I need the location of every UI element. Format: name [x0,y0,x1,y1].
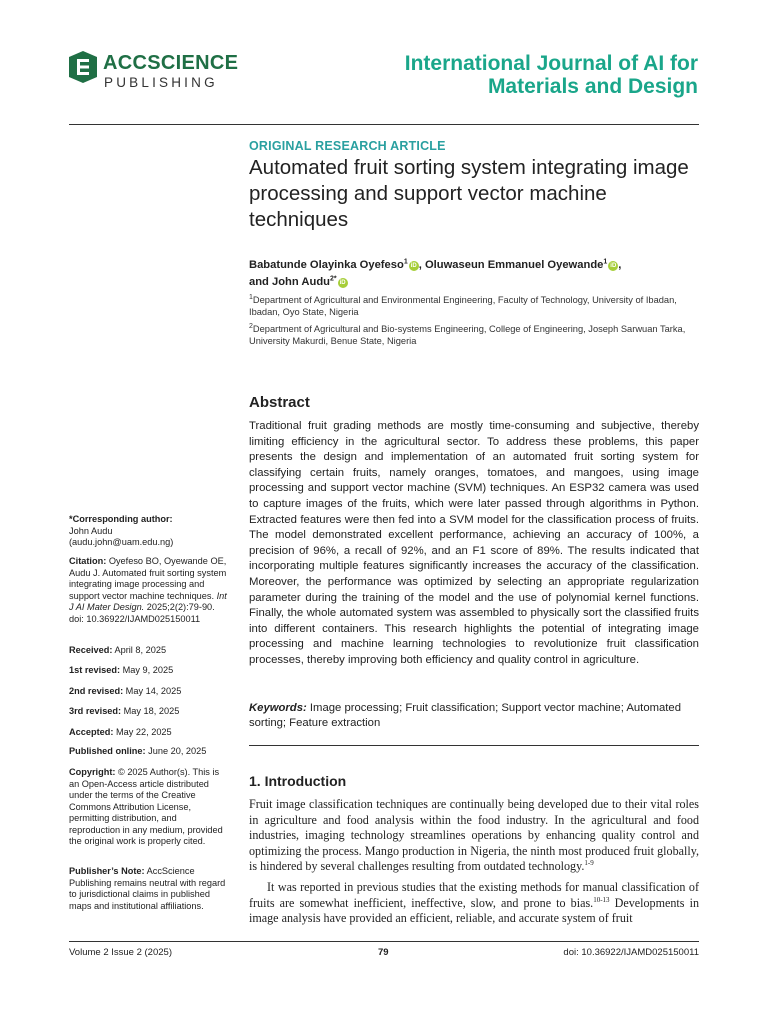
orcid-icon[interactable]: iD [339,280,346,286]
revised-date: 3rd revised: May 18, 2025 [69,706,180,716]
orcid-icon[interactable]: iD [610,263,617,269]
journal-title: International Journal of AI for Materials and Design [404,52,698,98]
publisher-note: Publisher’s Note: AccScience Publishing remains neutral with regard to jurisdictional claims in published maps and institutional affiliations. [69,866,226,911]
citation: Citation: Oyefeso BO, Oyewande OE, Audu J. Automated fruit sorting system integrating image processing and support vector machine techniques. Int J AI Mater Design. 2025;2(2):79-90. doi: 10.36922/IJAMD025150011 [69,556,227,624]
footer-divider [69,941,699,942]
corresponding-author: *Corresponding author: John Audu (audu.john@uam.edu.ng) [69,514,229,549]
revised-date: 2nd revised: May 14, 2025 [69,686,182,696]
abstract-heading: Abstract [249,394,310,411]
body-paragraph: It was reported in previous studies that the existing methods for manual classification of fruits are somewhat inefficient, ineffective, slow, and prone to bias.$^{10-13}$ Developments in image analysis have provided an efficient, reliable, and accurate system of fruit [249,880,699,926]
publisher-subname: PUBLISHING [104,75,218,90]
header-divider [69,124,699,125]
abstract-text: Traditional fruit grading methods are mostly time-consuming and subjective, thereby limiting efficiency in the agricultural sector. To address these problems, this paper presents the design and implementation of an automated fruit sorting system for classifying certain fruits, namely oranges, tomatoes, and mangoes, using image processing and support vector machine (SVM) techniques. An ESP32 camera was used to capture images of the fruits, which were later passed through algorithms in Python. Extracted features were then fed into a SVM model for the classification process of fruits. The model demonstrated excellent performance, achieving an accuracy of 100%, a precision of 96%, a recall of 92%, and an F1 score of 89%. The results indicated that incorporating multiple features significantly increases the accuracy of the classification. Moreover, the performance was optimized by selecting an appropriate regularization parameter during the training of the model and the use of polynomial kernel functions. Finally, the whole automated system was assembled to physically sort the classified fruits into different containers. This research highlights the potential of integrating image processing and machine learning technologies to revolutionize fruit classification processes, thereby improving both efficiency and quality control in agriculture. [249,420,699,666]
accepted-date: Accepted: May 22, 2025 [69,727,172,737]
publisher-name: ACCSCIENCE [103,52,239,74]
affiliation: $^1$Department of Agricultural and Environmental Engineering, Faculty of Technology, University of Ibadan, Ibadan, Oyo State, Nigeria [249,293,677,317]
author-name: Babatunde Olayinka Oyefeso [249,259,404,271]
body-paragraph: Fruit image classification techniques are continually being developed due to their vital roles in agriculture and food analysis within the food industry. In the agricultural and food industries, imaging technology streamlines operations by enhancing quality control and optimizing the process. Mango production in Nigeria, the ninth most produced fruit globally, is hindered by several challenges resulting from outdated technology.$^{1-9}$ [249,797,699,874]
section-heading: 1. Introduction [249,773,347,789]
keywords-divider [249,745,699,746]
page-number: 79 [378,947,389,958]
author-list: Babatunde Olayinka Oyefeso$^1$iD , Oluwaseun Emmanuel Oyewande$^1$iD , and John Audu$^{2*}$iD [249,258,622,288]
author-name: Oluwaseun Emmanuel Oyewande [424,259,604,271]
affiliation: $^2$Department of Agricultural and Bio-systems Engineering, College of Engineering, Joseph Sarwuan Tarka, University Makurdi, Benue State, Nigeria [249,322,686,346]
publisher-logo-icon [69,51,97,83]
reference-link[interactable]: 10-13 [593,895,610,904]
author-name: John Audu [272,276,330,288]
orcid-icon[interactable]: iD [410,263,417,269]
reference-link[interactable]: 1-9 [584,859,594,868]
article-type-label: ORIGINAL RESEARCH ARTICLE [249,139,446,153]
revised-date: 1st revised: May 9, 2025 [69,665,174,675]
article-title: Automated fruit sorting system integrating image processing and support vector machine techniques [249,156,689,231]
published-date: Published online: June 20, 2025 [69,746,207,756]
email-link[interactable]: (audu.john@uam.edu.ng) [69,537,174,547]
keywords: Keywords: Image processing; Fruit classification; Support vector machine; Automated sorting; Feature extraction [249,702,681,729]
received-date: Received: April 8, 2025 [69,645,167,655]
volume-issue: Volume 2 Issue 2 (2025) [69,947,172,958]
copyright-notice: Copyright: © 2025 Author(s). This is an Open-Access article distributed under the terms of the Creative Commons Attribution License, permitting distribution, and reproduction in any medium, provided the original work is properly cited. [69,767,223,846]
doi-link[interactable]: doi: 10.36922/IJAMD025150011 [563,947,699,958]
